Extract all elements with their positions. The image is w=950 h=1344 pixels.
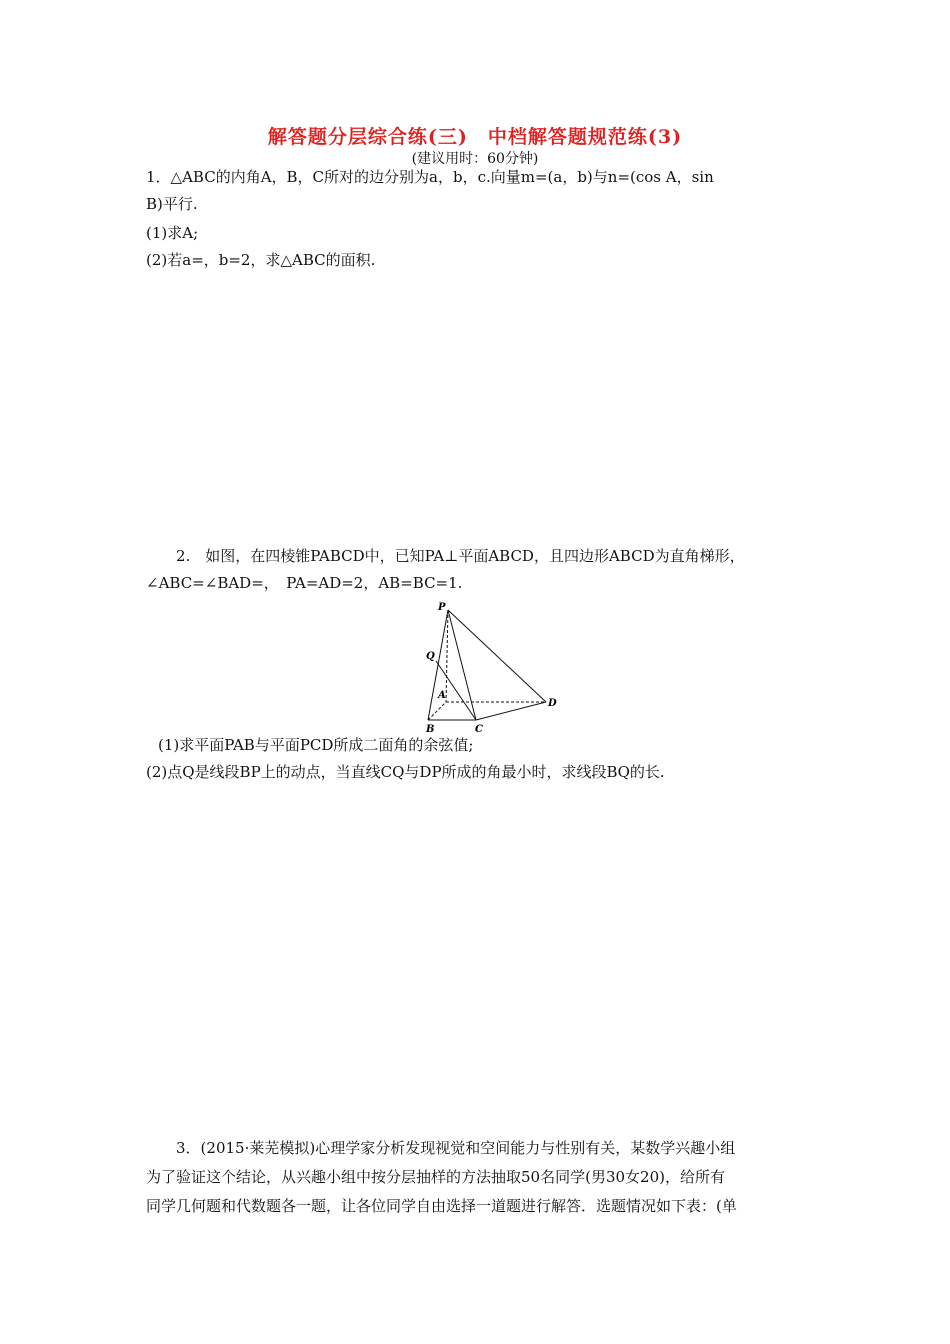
problem2-part2: (2)点Q是线段BP上的动点，当直线CQ与DP所成的角最小时，求线段BQ的长. (146, 763, 665, 781)
vertex-label-b: B (426, 724, 435, 735)
vertex-label-a: A (438, 690, 446, 701)
pyramid-figure (420, 598, 570, 736)
problem1-part1: (1)求A; (146, 224, 199, 242)
vertex-label-c: C (475, 724, 483, 735)
vertex-label-d: D (548, 698, 557, 709)
vertex-label-p: P (438, 602, 446, 613)
problem2-line1: 2. 如图，在四棱锥PABCD中，已知PA⊥平面ABCD，且四边形ABCD为直角梯形， (176, 547, 745, 565)
problem3-line2: 为了验证这个结论，从兴趣小组中按分层抽样的方法抽取50名同学(男30女20)，给所有 (146, 1168, 725, 1186)
problem1-part2: (2)若a=，b=2，求△ABC的面积. (146, 251, 376, 269)
pyramid-diagram (420, 598, 570, 736)
problem1-line1: 1．△ABC的内角A，B，C所对的边分别为a，b，c.向量m=(a，b)与n=(cos A，sin (146, 168, 714, 186)
problem3-line1: 3．(2015·莱芜模拟)心理学家分析发现视觉和空间能力与性别有关，某数学兴趣小组 (176, 1139, 736, 1157)
problem2-part1: (1)求平面PAB与平面PCD所成二面角的余弦值; (158, 736, 474, 754)
problem1-line2: B)平行. (146, 195, 198, 213)
problem2-line2: ∠ABC=∠BAD=， PA=AD=2，AB=BC=1. (146, 574, 463, 592)
time-suggestion: (建议用时：60分钟) (411, 151, 539, 167)
page-title: 解答题分层综合练(三) 中档解答题规范练(3) (267, 126, 683, 148)
problem3-line3: 同学几何题和代数题各一题，让各位同学自由选择一道题进行解答．选题情况如下表：(单 (146, 1197, 737, 1215)
point-label-q: Q (426, 651, 435, 662)
